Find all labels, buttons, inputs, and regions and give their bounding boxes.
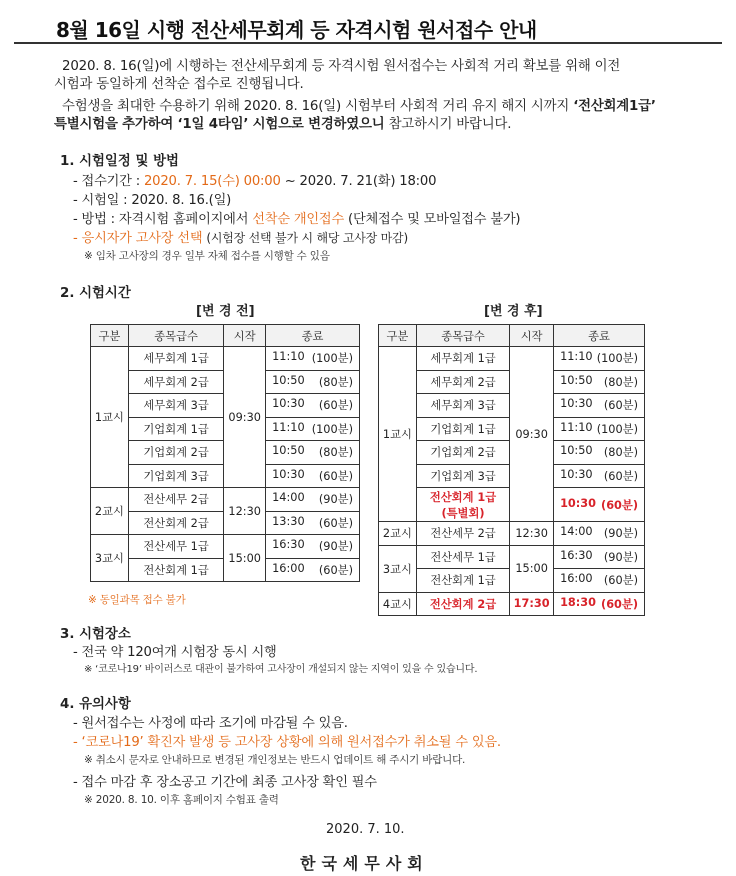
end-time: 14:00 [560,525,593,539]
table-row [91,488,360,512]
intro-line-4-bold: 특별시험을 추가하여 ‘1일 4타임’ 시험으로 변경하였으니 [54,117,385,132]
subject-label: 세무회계 2급 [430,375,496,389]
end-time: 10:50 [272,444,305,458]
subject-cell [128,394,223,418]
duration: (60분) [318,469,353,483]
period-cell: 1교시 [91,347,129,488]
duration: (90분) [603,527,638,541]
apply-method [73,213,520,226]
end-time-cell [266,558,360,582]
subject-label: 기업회계 2급 [430,446,496,460]
subject-label: 세무회계 2급 [143,375,209,389]
duration: (60분) [603,574,638,588]
intro-line-2: 시험과 동일하게 선착순 접수로 진행됩니다. [54,77,304,92]
subject-cell [416,370,509,394]
issue-date: 2020. 7. 10. [326,822,405,837]
end-time-cell [554,370,645,394]
venue-select-highlight: - 응시자가 고사장 선택 [73,231,203,246]
end-time: 16:00 [272,561,305,575]
caution-note-2: ※ 취소시 문자로 안내하므로 변경된 개인정보는 반드시 업데이트 해 주시기 바랍니다. [84,754,466,766]
duration: (60분) [601,597,638,611]
subject-cell [416,545,509,569]
section-1-note: ※ 임차 고사장의 경우 일부 자체 접수를 시행할 수 있음 [84,250,330,262]
end-time-cell [266,394,360,418]
duration: (60분) [603,399,638,413]
before-header-cell: 종료 [266,325,360,347]
subject-cell [128,347,223,371]
after-table-label: [변 경 후] [484,304,543,319]
section-2-heading: 2. 시험시간 [60,286,131,301]
duration: (90분) [318,493,353,507]
start-time-cell: 09:30 [510,347,554,522]
before-table-label: [변 경 전] [196,304,255,319]
intro-line-3-bold: ‘전산회계1급’ [573,99,656,114]
end-time: 16:30 [560,548,593,562]
end-time: 16:00 [560,572,593,586]
end-time-cell [266,535,360,559]
end-time: 10:30 [272,397,305,411]
venue-select [73,232,408,245]
duration: (60분) [318,563,353,577]
subject-label: 세무회계 1급 [430,352,496,366]
end-time-cell [554,394,645,418]
subject-cell [416,464,509,488]
duration: (60분) [318,399,353,413]
duration: (100분) [596,422,638,436]
end-time-cell [554,522,645,546]
subject-cell [416,417,509,441]
subject-label: 기업회계 1급 [143,422,209,436]
subject-label: 전산회계 1급 [143,563,209,577]
end-time-cell [266,511,360,535]
table-row [91,535,360,559]
subject-cell [128,417,223,441]
duration: (100분) [311,422,353,436]
subject-cell [416,347,509,371]
end-time-cell [266,417,360,441]
duration: (80분) [318,446,353,460]
subject-label: 기업회계 1급 [430,422,496,436]
subject-label: 기업회계 2급 [143,446,209,460]
duration: (80분) [603,375,638,389]
intro-line-4-text: 참고하시기 바랍니다. [388,117,512,132]
duration: (80분) [318,375,353,389]
intro-line-4 [54,118,511,131]
subject-cell [128,370,223,394]
start-time-cell: 17:30 [510,592,554,616]
duration: (90분) [603,550,638,564]
subject-label: 전산회계 1급 [430,574,496,588]
end-time: 10:30 [272,467,305,481]
end-time-cell [554,464,645,488]
subject-cell [416,441,509,465]
start-time-cell: 12:30 [224,488,266,535]
table-row [379,545,645,569]
subject-label: 전산세무 1급 [143,540,209,554]
apply-method-prefix: - 방법 : 자격시험 홈페이지에서 [73,212,249,227]
end-time: 11:10 [272,350,305,364]
end-time: 16:30 [272,538,305,552]
before-schedule-table [90,324,360,582]
section-3-note: ※ ‘코로나19’ 바이러스로 대관이 불가하여 고사장이 개설되지 않는 지역이 있을 수 있습니다. [84,664,478,675]
table-row [379,592,645,616]
subject-label: 세무회계 3급 [430,399,496,413]
after-header-cell: 시작 [510,325,554,347]
apply-method-highlight: 선착순 개인접수 [252,212,345,227]
subject-label: 기업회계 3급 [143,469,209,483]
period-cell: 2교시 [379,522,417,546]
subject-label: 전산세무 1급 [430,550,496,564]
after-schedule-table [378,324,645,616]
end-time-cell [554,417,645,441]
reception-period [73,175,436,188]
subject-sublabel: (특별회) [441,506,485,520]
table-row [91,347,360,371]
section-2-note: ※ 동일과목 접수 불가 [88,594,186,606]
exam-day: - 시험일 : 2020. 8. 16.(일) [73,193,232,208]
caution-item-3: - 접수 마감 후 장소공고 기간에 최종 고사장 확인 필수 [73,775,377,790]
end-time: 10:50 [560,373,593,387]
end-time: 18:30 [560,595,597,609]
end-time: 11:10 [560,420,593,434]
caution-item-2: - ‘코로나19’ 확진자 발생 등 고사장 상황에 의해 원서접수가 취소될 수 있음. [73,735,501,750]
title-bar [14,6,722,44]
end-time-cell [554,569,645,593]
subject-label: 전산세무 2급 [430,527,496,541]
subject-cell [128,464,223,488]
after-header-cell: 구분 [379,325,417,347]
start-time-cell: 15:00 [224,535,266,582]
intro-line-3-text: 수험생을 최대한 수용하기 위해 2020. 8. 16(일) 시험부터 사회적 거리 유지 해지 시까지 [62,99,570,114]
subject-label: 기업회계 3급 [430,469,496,483]
duration: (100분) [596,352,638,366]
caution-note-3: ※ 2020. 8. 10. 이후 홈페이지 수험표 출력 [84,794,279,806]
reception-period-end: ~ 2020. 7. 21(화) 18:00 [284,174,437,189]
duration: (60분) [318,516,353,530]
end-time-cell [266,347,360,371]
page-title: 8월 16일 시행 전산세무회계 등 자격시험 원서접수 안내 [56,18,537,42]
end-time: 10:30 [560,467,593,481]
table-row [379,522,645,546]
subject-cell [128,488,223,512]
start-time-cell: 09:30 [224,347,266,488]
before-header-cell: 시작 [224,325,266,347]
period-cell: 1교시 [379,347,417,522]
end-time-cell [554,347,645,371]
subject-label: 세무회계 3급 [143,399,209,413]
before-header-cell: 구분 [91,325,129,347]
before-header-cell: 종목급수 [128,325,223,347]
subject-label: 전산세무 2급 [143,493,209,507]
end-time: 10:50 [560,444,593,458]
reception-period-prefix: - 접수기간 : [73,174,140,189]
subject-cell [416,592,509,616]
after-header-row [379,325,645,347]
duration: (100분) [311,352,353,366]
duration: (60분) [603,469,638,483]
subject-label: 전산회계 2급 [429,597,497,611]
subject-label: 전산회계 2급 [143,516,209,530]
subject-cell [416,488,509,522]
period-cell: 3교시 [379,545,417,592]
subject-cell [416,569,509,593]
period-cell: 4교시 [379,592,417,616]
venue-select-suffix: (시험장 선택 불가 시 해당 고사장 마감) [206,231,408,245]
start-time-cell: 15:00 [510,545,554,592]
period-cell: 2교시 [91,488,129,535]
end-time-cell [554,545,645,569]
subject-cell [416,522,509,546]
end-time: 10:30 [560,496,597,510]
table-row [379,347,645,371]
subject-label: 전산회계 1급 [429,490,497,504]
reception-period-start: 2020. 7. 15(수) 00:00 [143,174,281,189]
end-time: 11:10 [560,350,593,364]
end-time: 14:00 [272,491,305,505]
venue-count: - 전국 약 120여개 시험장 동시 시행 [73,645,277,660]
end-time: 11:10 [272,420,305,434]
organization-name: 한국세무사회 [300,854,429,873]
end-time: 10:50 [272,373,305,387]
subject-cell [416,394,509,418]
end-time: 10:30 [560,397,593,411]
duration: (80분) [603,446,638,460]
duration: (60분) [601,498,638,512]
before-header-row [91,325,360,347]
end-time: 13:30 [272,514,305,528]
subject-cell [128,535,223,559]
duration: (90분) [318,540,353,554]
subject-cell [128,558,223,582]
intro-line-3 [62,100,656,113]
after-header-cell: 종목급수 [416,325,509,347]
apply-method-suffix: (단체접수 및 모바일접수 불가) [348,212,521,227]
end-time-cell [266,370,360,394]
subject-label: 세무회계 1급 [143,352,209,366]
caution-item-1: - 원서접수는 사정에 따라 조기에 마감될 수 있음. [73,716,348,731]
section-3-heading: 3. 시험장소 [60,627,131,642]
section-1-heading: 1. 시험일정 및 방법 [60,154,179,169]
subject-cell [128,511,223,535]
section-4-heading: 4. 유의사항 [60,697,131,712]
period-cell: 3교시 [91,535,129,582]
start-time-cell: 12:30 [510,522,554,546]
end-time-cell [266,464,360,488]
after-header-cell: 종료 [554,325,645,347]
end-time-cell [266,488,360,512]
end-time-cell [266,441,360,465]
end-time-cell [554,441,645,465]
end-time-cell [554,488,645,522]
subject-cell [128,441,223,465]
end-time-cell [554,592,645,616]
intro-line-1: 2020. 8. 16(일)에 시행하는 전산세무회계 등 자격시험 원서접수는 사회적 거리 확보를 위해 이전 [62,59,621,74]
